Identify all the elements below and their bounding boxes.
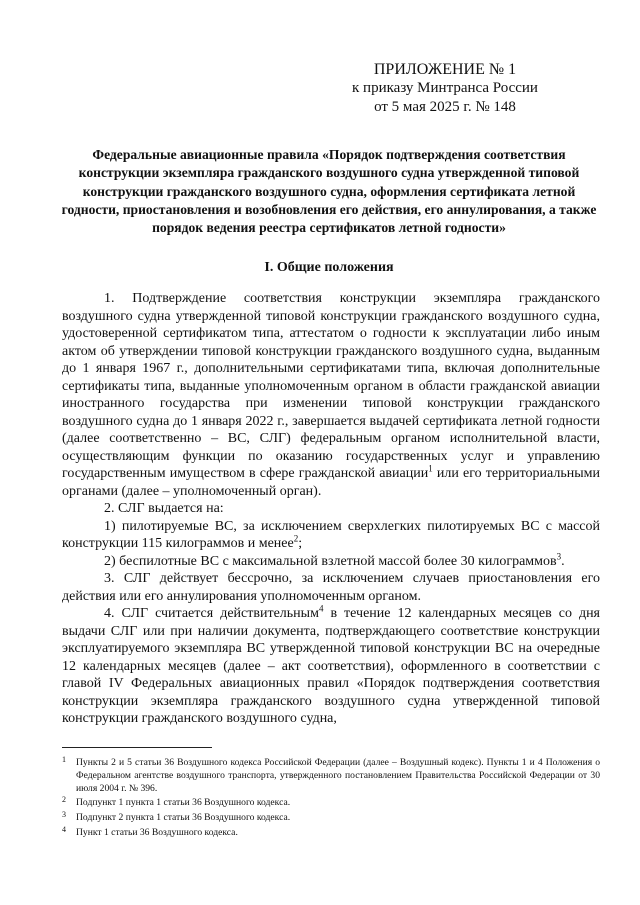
- footnote-number: 3: [62, 810, 66, 820]
- footnote-3: [62, 812, 600, 825]
- paragraph-2-item-1-text: 1) пилотируемые ВС, за исключением сверхлегких пилотируемых ВС с массой конструкции 115 килограммов и менее: [62, 518, 600, 551]
- footnote-ref-2: 2: [293, 533, 299, 544]
- footnote-text: Пункты 2 и 5 статьи 36 Воздушного кодекса Российской Федерации (далее – Воздушный кодекс). Пункты 1 и 4 Положения о Федеральном агентстве воздушного транспорта, утвержденного постановлением Правительства Российской Федерации от 30 июля 2004 г. № 396.: [76, 757, 600, 794]
- footnote-ref-3: 3: [556, 550, 562, 561]
- paragraph-1-text: 1. Подтверждение соответствия конструкции экземпляра гражданского воздушного судна утвержденной типовой конструкции гражданского воздушного судна, удостоверенной сертификатом типа, аттестатом о годности к эксплуатации либо иным актом об утверждении типовой конструкции гражданского воздушного судна, выданным до 1 января 1967 г., дополнительными сертификатами типа, включая дополнительные сертификаты типа, выданные уполномоченным органом в области гражданской авиации иностранного государства при изменении типовой конструкции гражданского воздушного судна до 1 января 2022 г., завершается выдачей сертификата летной годности (далее соответственно – ВС, СЛГ) федеральным органом исполнительной власти, осуществляющим функции по оказанию государственных услуг и управлению государственным имуществом в сфере гражданской авиации: [62, 291, 600, 481]
- paragraph-2-item-2-text: 2) беспилотные ВС с максимальной взлетной массой более 30 килограммов: [104, 553, 557, 569]
- footnote-text: Пункт 1 статьи 36 Воздушного кодекса.: [76, 826, 238, 838]
- paragraph-2-item-1-end: ;: [298, 536, 303, 551]
- paragraph-2-item-2-end: .: [561, 553, 565, 569]
- appendix-order: к приказу Минтранса России: [352, 80, 538, 96]
- appendix-number: ПРИЛОЖЕНИЕ № 1: [373, 61, 517, 78]
- appendix-header: [330, 60, 560, 117]
- paragraph-1-text-end: или его территориальными органами (далее – уполномоченный орган).: [62, 466, 600, 499]
- paragraph-2-item-2: [62, 550, 600, 571]
- appendix-date: от 5 мая 2025 г. № 148: [374, 99, 516, 115]
- footnote-divider: [62, 747, 212, 748]
- footnote-number: 1: [62, 755, 66, 764]
- footnote-text: Подпункт 1 пункта 1 статьи 36 Воздушного кодекса.: [76, 797, 291, 809]
- footnote-number: 4: [62, 824, 66, 834]
- footnote-number: 2: [62, 795, 66, 805]
- paragraph-4-text-end: в течение 12 календарных месяцев со дня выдачи СЛГ или при наличии документа, подтверждающего соответствие конструкции эксплуатируемого экземпляра ВС утвержденной типовой конструкции ВС на очередные 12 календарных месяцев (далее – акт соответствия), оформленного в соответствии с главой IV Федеральных авиационных правил «Порядок подтверждения соответствия конструкции экземпляра гражданского воздушного судна утвержденной типовой конструкции гражданского воздушного судна,: [62, 606, 600, 726]
- footnote-ref-1: 1: [428, 463, 433, 474]
- paragraph-3: 3. СЛГ действует бессрочно, за исключением случаев приостановления его действия или его аннулирования уполномоченным органом.: [62, 571, 600, 604]
- document-title: Федеральные авиационные правила «Порядок подтверждения соответствия конструкции экземпляра гражданского воздушного судна утвержденной типовой конструкции гражданского воздушного судна, оформления сертификата летной годности, приостановления и возобновления его действия, его аннулирования, а также порядок ведения реестра сертификатов летной годности»: [61, 147, 597, 236]
- section-heading: I. Общие положения: [264, 260, 394, 275]
- footnote-4: [62, 824, 600, 840]
- footnote-2: [62, 797, 600, 810]
- footnote-1: [62, 757, 600, 795]
- paragraph-2-item-1: [62, 518, 600, 553]
- paragraph-2: 2. СЛГ выдается на:: [104, 501, 224, 516]
- footnote-ref-4: 4: [318, 603, 324, 614]
- document-body: [62, 290, 600, 728]
- paragraph-1: [62, 290, 600, 500]
- footnotes: [62, 757, 600, 842]
- paragraph-4: [62, 605, 600, 728]
- paragraph-4-text: 4. СЛГ считается действительным: [104, 606, 319, 621]
- footnote-text: Подпункт 2 пункта 1 статьи 36 Воздушного кодекса.: [76, 812, 291, 824]
